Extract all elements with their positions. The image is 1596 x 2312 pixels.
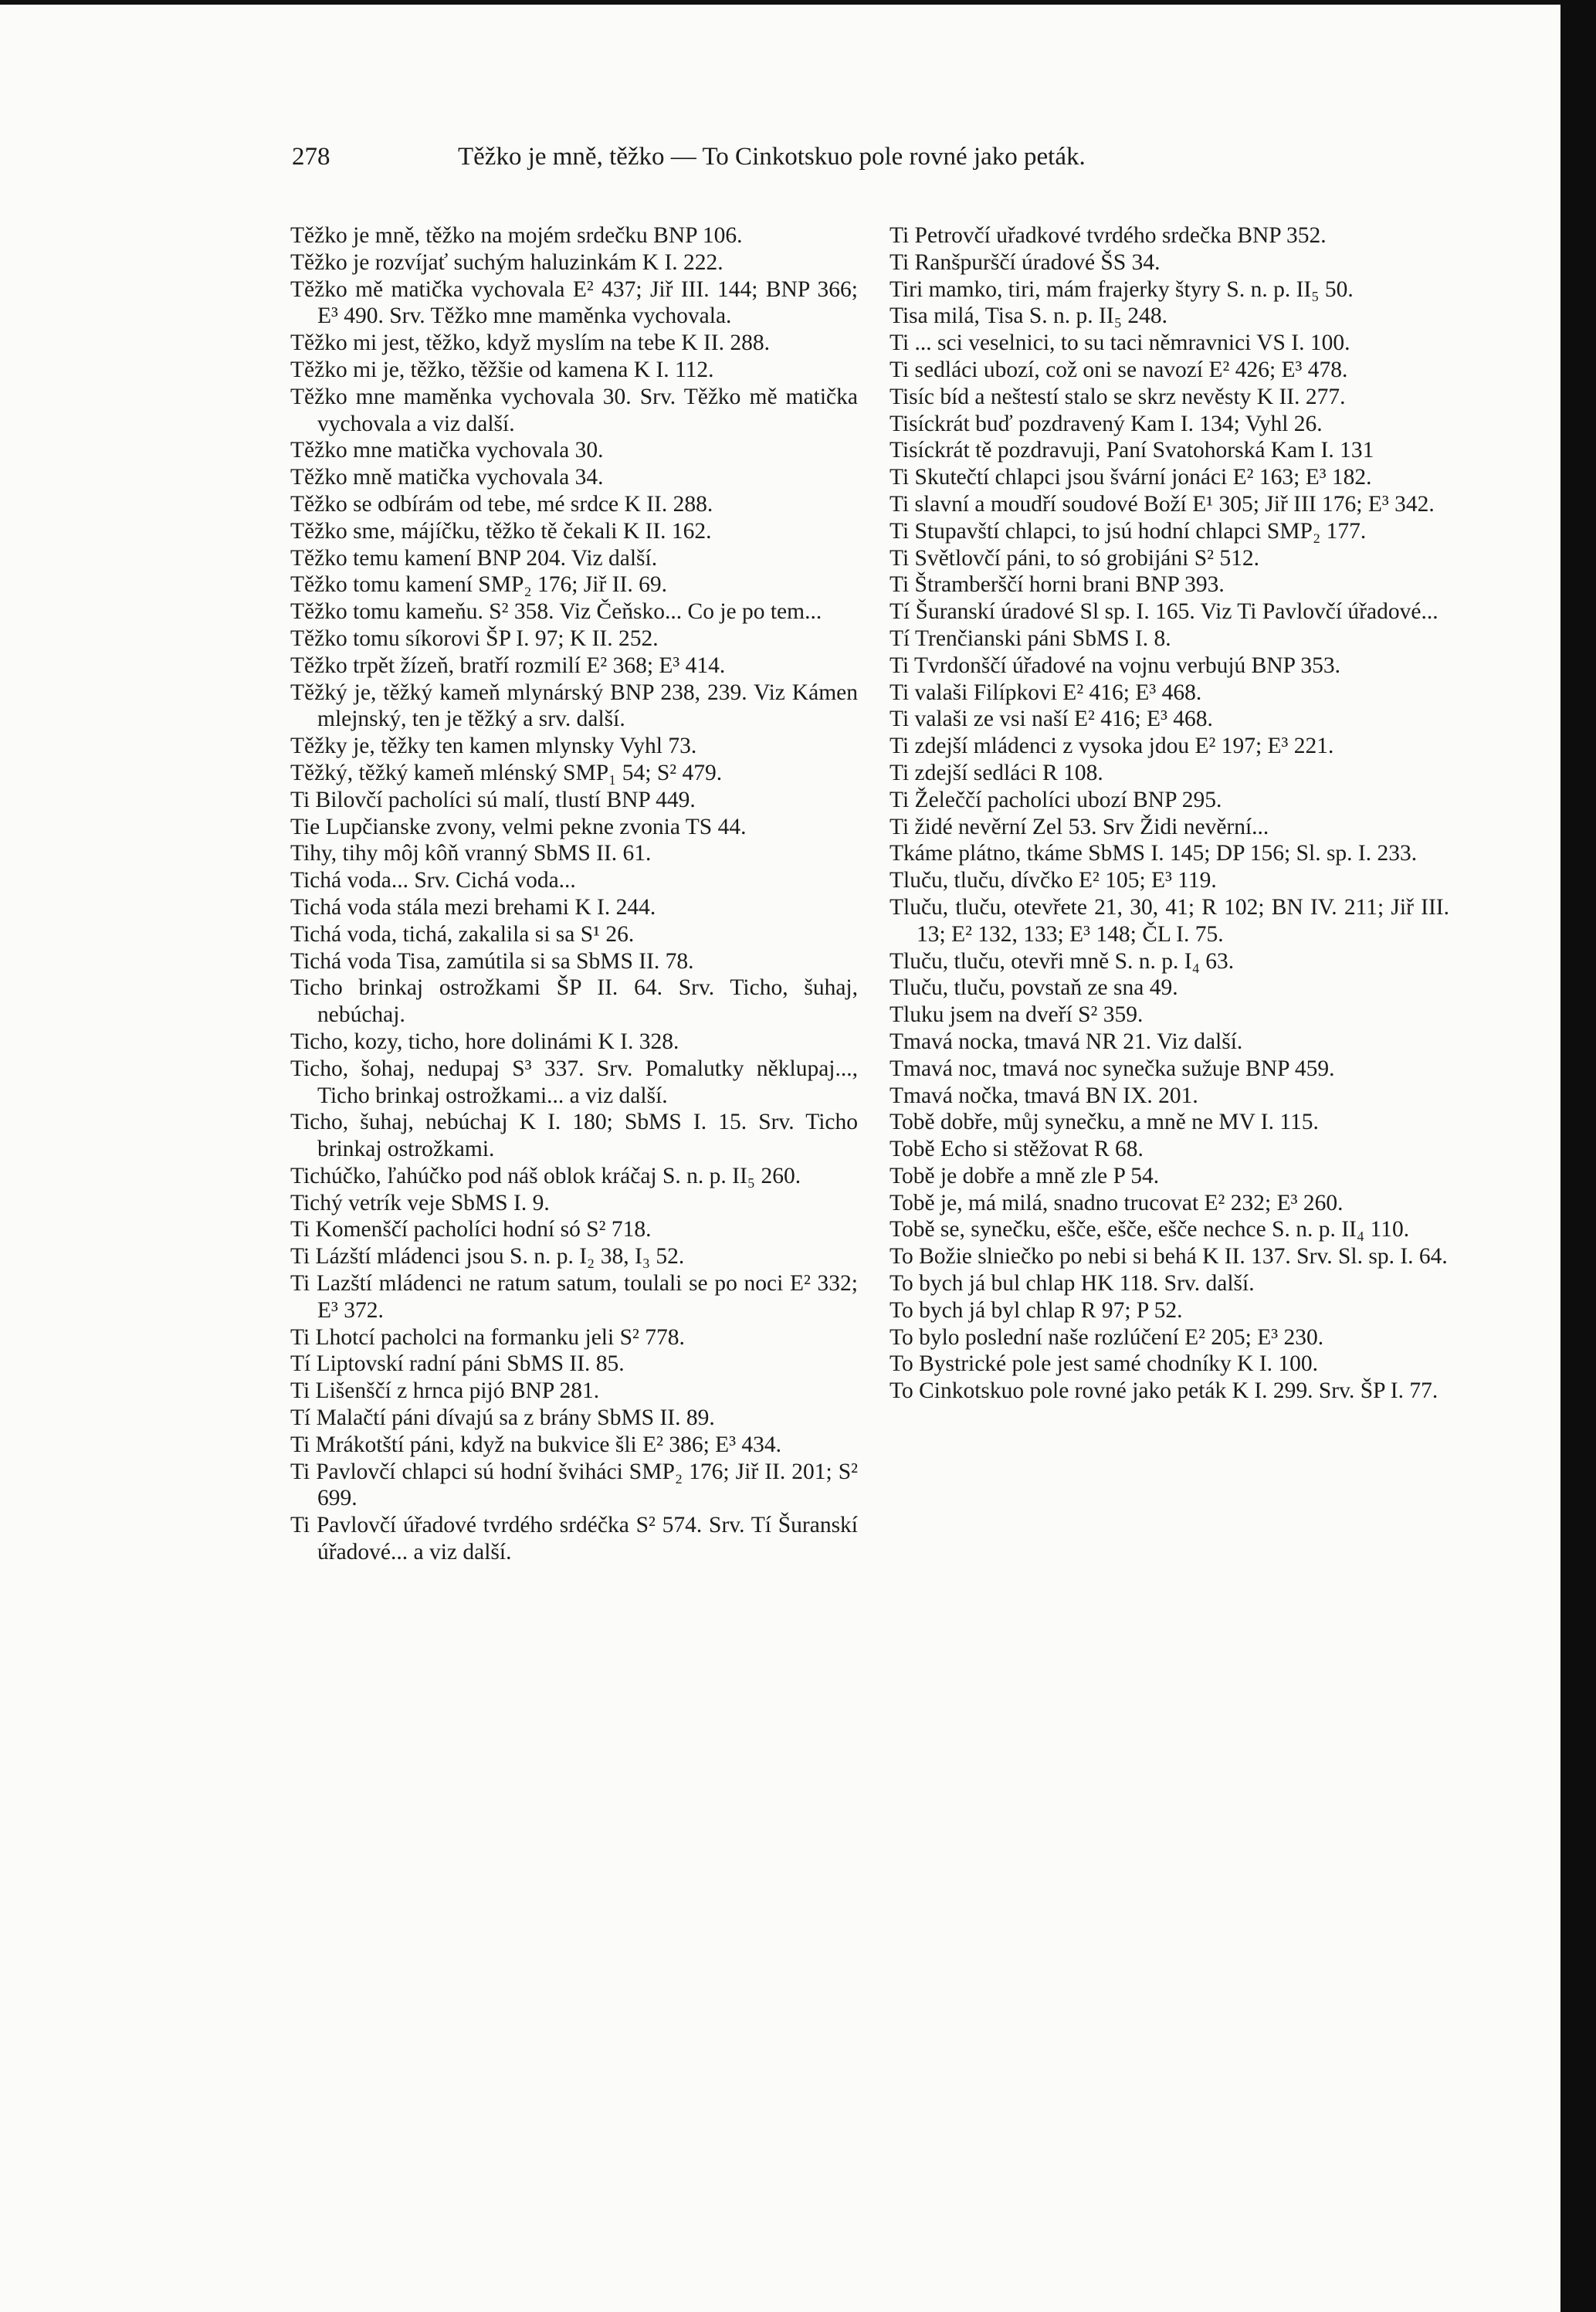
index-entry: Tluku jsem na dveří S² 359.	[889, 1002, 1144, 1028]
index-entry: Tichá voda... Srv. Cichá voda...	[290, 868, 576, 893]
index-entry: Těžko sme, májíčku, těžko tě čekali K II. 162.	[290, 518, 712, 544]
index-entry: To bych já byl chlap R 97; P 52.	[889, 1297, 1183, 1323]
index-entry: Ti Ranšpurščí úradové ŠS 34.	[889, 249, 1161, 275]
index-entry: Tisa milá, Tisa S. n. p. II₅ 248.	[889, 303, 1167, 329]
index-entry: Ticho, kozy, ticho, hore dolinámi K I. 328.	[290, 1029, 679, 1054]
index-entry: Tisíc bíd a neštestí stalo se skrz nevěsty K II. 277.	[889, 384, 1346, 409]
index-entry: Ti Želeččí pacholíci ubozí BNP 295.	[889, 787, 1222, 812]
index-entry: Tie Lupčianske zvony, velmi pekne zvonia TS 44.	[290, 814, 747, 839]
index-entry: Těžko mne maměnka vychovala 30. Srv. Těžko mě matička vychovala a viz další.	[290, 384, 858, 436]
index-entry: Tluču, tluču, povstaň ze sna 49.	[889, 975, 1178, 1001]
scan-border-right	[1560, 0, 1596, 2312]
index-entry: Tichá voda, tichá, zakalila si sa S¹ 26.	[290, 921, 635, 947]
index-entry: Těžko tomu síkorovi ŠP I. 97; K II. 252.	[290, 625, 659, 651]
page-number: 278	[292, 143, 330, 171]
index-entry: Tí Trenčianski páni SbMS I. 8.	[889, 625, 1171, 651]
index-entry: Tluču, tluču, otevři mně S. n. p. I₄ 63.	[889, 948, 1235, 974]
index-entry: Ti Tvrdonščí úřadové na vojnu verbujú BNP 353.	[889, 653, 1340, 678]
index-entry: Tobě dobře, můj synečku, a mně ne MV I. 115.	[889, 1110, 1319, 1135]
index-entry: Ti sedláci ubozí, což oni se navozí E² 426; E³ 478.	[889, 357, 1348, 382]
index-entry: Tichý vetrík veje SbMS I. 9.	[290, 1190, 550, 1215]
index-entry: Ti Mrákotští páni, když na bukvice šli E² 386; E³ 434.	[290, 1432, 782, 1457]
index-entry: To bych já bul chlap HK 118. Srv. další.	[889, 1271, 1255, 1297]
index-entry: Tichá voda stála mezi brehami K I. 244.	[290, 894, 656, 920]
index-entry: Těžko mi jest, těžko, když myslím na tebe K II. 288.	[290, 331, 770, 356]
index-entry: Tobě je, má milá, snadno trucovat E² 232; E³ 260.	[889, 1190, 1344, 1215]
index-entry: Ti Světlovčí páni, to só grobijáni S² 512.	[889, 545, 1259, 571]
index-entry: Tmavá nocka, tmavá NR 21. Viz další.	[889, 1029, 1243, 1054]
index-entry: Těžko tomu kameňu. S² 358. Viz Čeňsko... Co je po tem...	[290, 599, 822, 625]
running-title: Těžko je mně, těžko — To Cinkotskuo pole rovné jako peták.	[458, 143, 1086, 171]
index-entry: Tisíckrát buď pozdravený Kam I. 134; Vyhl 26.	[889, 411, 1323, 436]
index-entry: Ti slavní a moudří soudové Boží E¹ 305; Jiř III 176; E³ 342.	[889, 491, 1435, 517]
index-entry: Ti zdejší sedláci R 108.	[889, 760, 1103, 785]
index-entry: Těžký, těžký kameň mlénský SMP₁ 54; S² 479.	[290, 760, 723, 785]
index-entry: Tmavá nočka, tmavá BN IX. 201.	[889, 1083, 1198, 1108]
index-entry: Těžko tomu kamení SMP₂ 176; Jiř II. 69.	[290, 572, 667, 598]
index-entry: Těžko trpět žízeň, bratří rozmilí E² 368; E³ 414.	[290, 653, 726, 678]
page-header	[292, 137, 1296, 176]
index-entry: Tkáme plátno, tkáme SbMS I. 145; DP 156; Sl. sp. I. 233.	[889, 841, 1418, 866]
index-entry: Ti Lhotcí pacholci na formanku jeli S² 778.	[290, 1324, 685, 1350]
index-entry: Ti zdejší mládenci z vysoka jdou E² 197; E³ 221.	[889, 734, 1334, 759]
index-entry: Tiri mamko, tiri, mám frajerky štyry S. n. p. II₅ 50.	[889, 276, 1354, 302]
index-entry: Ti valaši Filípkovi E² 416; E³ 468.	[889, 680, 1202, 705]
index-entry: Tobě se, synečku, ešče, ešče, ešče nechce S. n. p. II₄ 110.	[889, 1217, 1410, 1242]
index-entry: Těžko mně matička vychovala 34.	[290, 465, 604, 490]
index-entry: Ti Lazští mládenci ne ratum satum, toulali se po noci E² 332; E³ 372.	[290, 1271, 858, 1323]
index-entry: Ti Štramberščí horni brani BNP 393.	[889, 572, 1225, 598]
index-entry: Ti ... sci veselnici, to su taci němravnici VS I. 100.	[889, 331, 1350, 356]
right-column	[889, 222, 1449, 1405]
index-entry: Těžko temu kamení BNP 204. Viz další.	[290, 545, 658, 571]
index-entry: Těžko mi je, těžko, těžšie od kamena K I. 112.	[290, 357, 714, 382]
index-entry: Ticho brinkaj ostrožkami ŠP II. 64. Srv. Ticho, šuhaj, nebúchaj.	[290, 975, 858, 1028]
index-entry: Ti židé nevěrní Zel 53. Srv Židi nevěrní...	[889, 814, 1269, 839]
index-entry: Ticho, šuhaj, nebúchaj K I. 180; SbMS I. 15. Srv. Ticho brinkaj ostrožkami.	[290, 1110, 858, 1162]
index-entry: To bylo poslední naše rozlúčení E² 205; E³ 230.	[889, 1324, 1324, 1350]
index-entry: Ti Stupavští chlapci, to jsú hodní chlapci SMP₂ 177.	[889, 518, 1367, 544]
index-entry: Tobě Echo si stěžovat R 68.	[889, 1137, 1144, 1162]
index-entry: Tichúčko, ľahúčko pod náš oblok kráčaj S. n. p. II₅ 260.	[290, 1163, 801, 1188]
index-entry: Tí Šuranskí úradové Sl sp. I. 165. Viz Ti Pavlovčí úřadové...	[889, 599, 1438, 625]
index-entry: Tmavá noc, tmavá noc synečka sužuje BNP 459.	[889, 1056, 1335, 1081]
index-entry: Tisíckrát tě pozdravuji, Paní Svatohorská Kam I. 131	[889, 438, 1374, 463]
index-entry: Tí Liptovskí radní páni SbMS II. 85.	[290, 1351, 625, 1377]
index-entry: Tluču, tluču, dívčko E² 105; E³ 119.	[889, 868, 1217, 893]
index-entry: Tluču, tluču, otevřete 21, 30, 41; R 102; BN IV. 211; Jiř III. 13; E² 132, 133; E³ 148; ČL I. 75.	[889, 894, 1449, 947]
index-entry: To Bystrické pole jest samé chodníky K I. 100.	[889, 1351, 1319, 1377]
index-entry: Ti Komenščí pacholíci hodní só S² 718.	[290, 1217, 652, 1242]
index-entry: Ticho, šohaj, nedupaj S³ 337. Srv. Pomalutky něklupaj..., Ticho brinkaj ostrožkami... a viz další.	[290, 1056, 858, 1108]
index-entry: Těžko mne matička vychovala 30.	[290, 438, 604, 463]
index-entry: To Božie slniečko po nebi si behá K II. 137. Srv. Sl. sp. I. 64.	[889, 1244, 1448, 1270]
index-entry: Ti Bilovčí pacholíci sú malí, tlustí BNP 449.	[290, 787, 696, 812]
index-entry: Těžký je, těžký kameň mlynárský BNP 238, 239. Viz Kámen mlejnský, ten je těžký a srv. další.	[290, 680, 858, 732]
scan-border-top	[0, 0, 1596, 5]
index-entry: Těžko je mně, těžko na mojém srdečku BNP 106.	[290, 223, 743, 248]
index-entry: Ti Petrovčí uřadkové tvrdého srdečka BNP 352.	[889, 223, 1327, 248]
index-entry: Těžky je, těžky ten kamen mlynsky Vyhl 73.	[290, 734, 697, 759]
index-entry: Tobě je dobře a mně zle P 54.	[889, 1163, 1160, 1188]
index-entry: Ti Pavlovčí úřadové tvrdého srdéčka S² 574. Srv. Tí Šuranskí úřadové... a viz další.	[290, 1513, 858, 1565]
left-column	[290, 222, 858, 1566]
index-entry: Tí Malačtí páni dívajú sa z brány SbMS II. 89.	[290, 1405, 715, 1431]
index-entry: Ti valaši ze vsi naší E² 416; E³ 468.	[889, 707, 1213, 732]
index-entry: Těžko se odbírám od tebe, mé srdce K II. 288.	[290, 491, 713, 517]
index-entry: Tichá voda Tisa, zamútila si sa SbMS II. 78.	[290, 948, 694, 974]
index-entry: Těžko mě matička vychovala E² 437; Jiř III. 144; BNP 366; E³ 490. Srv. Těžko mne maměnka vychovala.	[290, 276, 858, 329]
index-entry: Ti Pavlovčí chlapci sú hodní šviháci SMP₂ 176; Jiř II. 201; S² 699.	[290, 1459, 858, 1511]
index-entry: To Cinkotskuo pole rovné jako peták K I. 299. Srv. ŠP I. 77.	[889, 1378, 1438, 1404]
index-entry: Ti Skutečtí chlapci jsou švární jonáci E² 163; E³ 182.	[889, 465, 1372, 490]
index-entry: Tihy, tihy môj kôň vranný SbMS II. 61.	[290, 841, 652, 866]
index-entry: Ti Lišenščí z hrnca pijó BNP 281.	[290, 1378, 600, 1404]
index-entry: Ti Lázští mládenci jsou S. n. p. I₂ 38, I₃ 52.	[290, 1244, 685, 1270]
index-entry: Těžko je rozvíjať suchým haluzinkám K I. 222.	[290, 249, 723, 275]
